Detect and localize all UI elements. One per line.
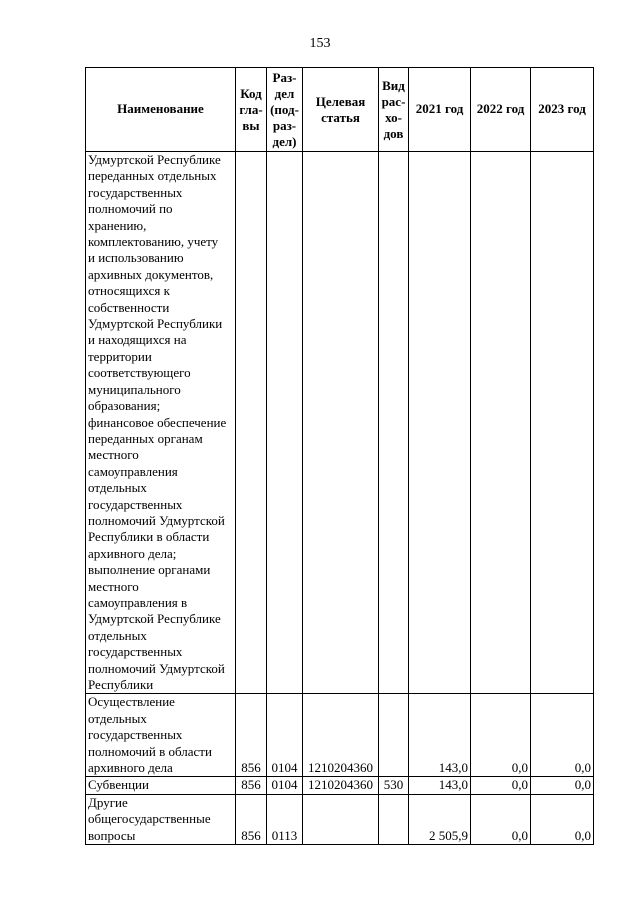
row-type [379, 152, 409, 694]
row-section [267, 152, 303, 694]
row-type [379, 794, 409, 844]
row-name: Осуществление отдельных государственных полномочий в области архивного дела [86, 694, 236, 777]
row-name: Другие общегосударственные вопросы [86, 794, 236, 844]
table-row [86, 694, 594, 777]
row-2023: 0,0 [531, 777, 594, 794]
row-section: 0113 [267, 794, 303, 844]
row-code: 856 [236, 694, 267, 777]
row-2022: 0,0 [471, 694, 531, 777]
table-header-row [86, 68, 594, 152]
table-row [86, 777, 594, 794]
row-type: 530 [379, 777, 409, 794]
row-2021: 143,0 [409, 777, 471, 794]
row-type [379, 694, 409, 777]
header-2022: 2022 год [471, 68, 531, 152]
row-code [236, 152, 267, 694]
row-section: 0104 [267, 694, 303, 777]
row-name: Субвенции [86, 777, 236, 794]
row-2021: 143,0 [409, 694, 471, 777]
row-2022: 0,0 [471, 777, 531, 794]
row-2022 [471, 152, 531, 694]
row-code: 856 [236, 794, 267, 844]
row-target: 1210204360 [303, 777, 379, 794]
row-2023: 0,0 [531, 794, 594, 844]
header-2021: 2021 год [409, 68, 471, 152]
header-target: Целевая статья [303, 68, 379, 152]
header-section: Раз- дел (под- раз- дел) [267, 68, 303, 152]
header-code: Код гла- вы [236, 68, 267, 152]
row-2021: 2 505,9 [409, 794, 471, 844]
row-section: 0104 [267, 777, 303, 794]
row-code: 856 [236, 777, 267, 794]
row-target [303, 794, 379, 844]
row-2023 [531, 152, 594, 694]
row-target: 1210204360 [303, 694, 379, 777]
table-row [86, 794, 594, 844]
budget-table [85, 67, 594, 845]
header-name: Наименование [86, 68, 236, 152]
page-number: 153 [309, 36, 331, 51]
row-name: Удмуртской Республике переданных отдельных государственных полномочий по хранению, комплектованию, учету и использованию архивных документов, относящихся к собственности Удмуртской Республики и находящихся на территории соответствующего муниципального образования; финансовое обеспечение переданных органам местного самоуправления отдельных государственных полномочий Удмуртской Республики в области архивного дела; выполнение органами местного самоуправления в Удмуртской Республике отдельных государственных полномочий Удмуртской Республики [86, 152, 236, 694]
table-row [86, 152, 594, 694]
row-2022: 0,0 [471, 794, 531, 844]
row-target [303, 152, 379, 694]
row-2023: 0,0 [531, 694, 594, 777]
header-2023: 2023 год [531, 68, 594, 152]
row-2021 [409, 152, 471, 694]
header-type: Вид рас- хо- дов [379, 68, 409, 152]
